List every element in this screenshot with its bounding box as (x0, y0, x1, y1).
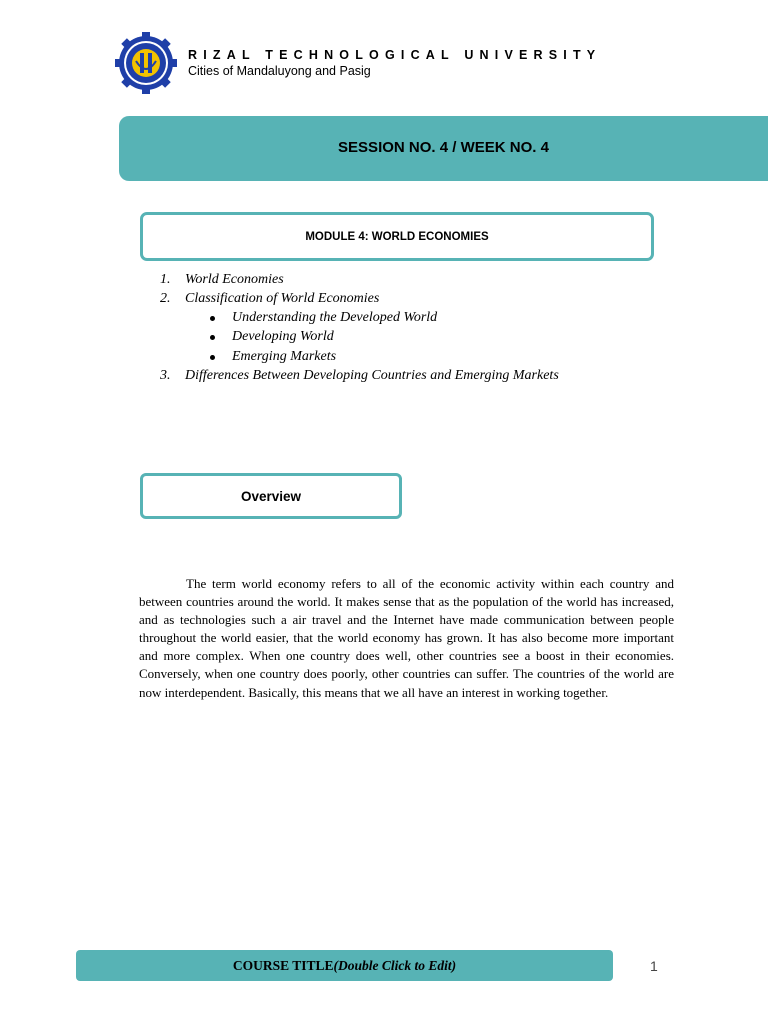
university-name: RIZAL TECHNOLOGICAL UNIVERSITY (188, 48, 602, 62)
page-number: 1 (650, 958, 658, 974)
module-title: MODULE 4: WORLD ECONOMIES (305, 230, 489, 243)
course-title-footer[interactable] (76, 950, 613, 981)
bullet-icon (210, 355, 215, 360)
bullet-icon (210, 316, 215, 321)
bullet-icon (210, 335, 215, 340)
university-subtitle: Cities of Mandaluyong and Pasig (188, 64, 371, 78)
edit-hint: (Double Click to Edit) (333, 957, 457, 973)
course-title: COURSE TITLE (232, 957, 334, 973)
university-seal-icon (114, 31, 178, 95)
module-title-box (140, 212, 654, 261)
overview-title: Overview (240, 488, 302, 504)
session-title: SESSION NO. 4 / WEEK NO. 4 (338, 139, 549, 156)
overview-title-box (140, 473, 402, 519)
overview-paragraph: The term world economy refers to all of the economic activity within each country and between countries around the world. It makes sense that as the population of the world has increased, and as technologies such a air travel and the Internet have made communication between people throughout the world easier, that the world economy has grown. It has also become more important and more complex. When one country does well, other countries see a boost in their economies. Conversely, when one country does poorly, other countries can suffer. The countries of the world are now interdependent. Basically, this means that we all have an interest in working together. (139, 576, 674, 700)
session-banner (119, 116, 768, 181)
